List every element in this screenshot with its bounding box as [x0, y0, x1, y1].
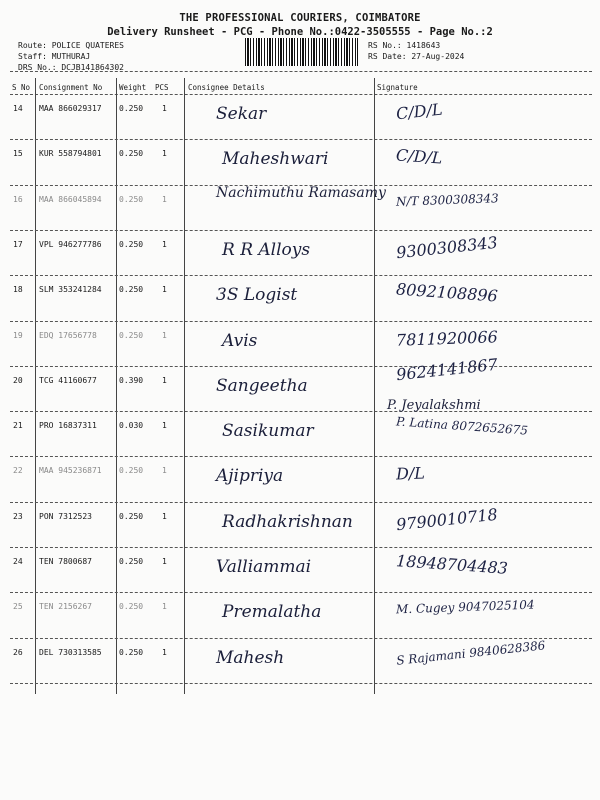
col-weight: Weight [119, 83, 147, 92]
row-consignment-no: TCG 41160677 [39, 375, 97, 385]
row-pcs: 1 [162, 602, 167, 612]
rs-number: RS No.: 1418643 [368, 41, 441, 50]
row-consignment-no: MAA 866029317 [39, 104, 102, 113]
row-pcs: 1 [162, 466, 167, 476]
row-consignee-handwritten: Sekar [216, 104, 267, 124]
row-pcs: 1 [162, 557, 167, 566]
col-sno: S No [12, 83, 31, 92]
drs-number: DRS No.: DCJB141864302 [18, 63, 124, 72]
row-divider [10, 139, 592, 140]
col-pcs: PCS [155, 83, 169, 92]
row-signature: 18948704483 [395, 551, 509, 578]
row20-receiver-name: P. Jeyalakshmi [387, 398, 481, 413]
row-consignment-no: MAA 945236871 [39, 466, 102, 476]
row-weight: 0.250 [119, 239, 144, 249]
row-sno: 16 [13, 194, 23, 204]
row-consignee-handwritten: Nachimuthu Ramasamy [216, 184, 386, 201]
row-signature: N/T 8300308343 [395, 190, 499, 209]
row-weight: 0.250 [119, 104, 144, 113]
row-signature: P. Latina 8072652675 [395, 414, 529, 438]
row-sno: 14 [13, 104, 23, 113]
row-pcs: 1 [162, 149, 167, 159]
row-sno: 18 [13, 285, 23, 295]
row-weight: 0.250 [119, 149, 144, 159]
row-signature: D/L [395, 463, 426, 484]
row-pcs: 1 [162, 239, 167, 249]
row-signature: S Rajamani 9840628386 [395, 637, 546, 668]
row-pcs: 1 [162, 330, 167, 340]
row-weight: 0.250 [119, 466, 144, 476]
row-consignee-handwritten: Valliammai [216, 557, 312, 577]
row-consignment-no: MAA 866045894 [39, 194, 102, 204]
row-consignment-no: KUR 558794801 [39, 149, 102, 159]
row-consignment-no: PRO 16837311 [39, 421, 97, 431]
row-consignee-handwritten: 3S Logist [216, 285, 298, 306]
row-consignment-no: VPL 946277786 [39, 239, 102, 249]
route-label: Route: POLICE QUATERES [18, 41, 124, 50]
row-weight: 0.250 [119, 330, 144, 340]
row-divider [10, 411, 592, 412]
row-consignment-no: PON 7312523 [39, 511, 92, 521]
row-signature: C/D/L [395, 99, 444, 124]
row-weight: 0.250 [119, 194, 144, 204]
row-sno: 19 [13, 330, 23, 340]
row-sno: 26 [13, 647, 23, 657]
row-divider [10, 275, 592, 276]
row-consignee-handwritten: Radhakrishnan [222, 511, 353, 532]
row-sno: 25 [13, 602, 23, 612]
row-divider [10, 547, 592, 548]
row-divider [10, 230, 592, 231]
row-pcs: 1 [162, 511, 167, 521]
row-signature: M. Cugey 9047025104 [395, 597, 535, 617]
row-sno: 17 [13, 239, 23, 249]
row-sno: 24 [13, 557, 23, 566]
row-signature: 7811920066 [395, 326, 499, 350]
row-signature: 8092108896 [395, 279, 499, 306]
header-divider [10, 71, 592, 72]
row-signature: 9624141867 [395, 354, 499, 385]
row-consignee-handwritten: Maheshwari [222, 149, 329, 170]
row-pcs: 1 [162, 375, 167, 385]
row-weight: 0.250 [119, 285, 144, 295]
row-consignee-handwritten: R R Alloys [222, 239, 311, 260]
row-divider [10, 321, 592, 322]
row-divider [10, 638, 592, 639]
row-consignee-handwritten: Ajipriya [216, 466, 284, 487]
row-divider [10, 366, 592, 367]
col-signature: Signature [377, 83, 418, 92]
row-consignment-no: TEN 2156267 [39, 602, 92, 612]
runsheet-subtitle: Delivery Runsheet - PCG - Phone No.:0422-3505555 - Page No.:2 [107, 26, 493, 38]
row-sno: 20 [13, 375, 23, 385]
row-consignee-handwritten: Sasikumar [222, 421, 314, 442]
row-signature: 9300308343 [395, 232, 499, 263]
col-consignee: Consignee Details [188, 83, 265, 92]
row-weight: 0.030 [119, 421, 144, 431]
row-weight: 0.250 [119, 511, 144, 521]
row-pcs: 1 [162, 647, 167, 657]
row-signature: 9790010718 [395, 504, 499, 534]
row-consignee-handwritten: Avis [222, 330, 258, 351]
row-consignee-handwritten: Mahesh [216, 647, 285, 668]
row-sno: 23 [13, 511, 23, 521]
col-consignment: Consignment No [39, 83, 103, 92]
row-divider [10, 456, 592, 457]
barcode [245, 38, 358, 66]
col-separator [374, 78, 375, 694]
row-consignment-no: SLM 353241284 [39, 285, 102, 295]
row-consignment-no: TEN 7800687 [39, 557, 92, 566]
row-weight: 0.390 [119, 375, 144, 385]
row-sno: 21 [13, 421, 23, 431]
col-separator [35, 78, 36, 694]
col-separator [116, 78, 117, 694]
row-pcs: 1 [162, 285, 167, 295]
company-title: THE PROFESSIONAL COURIERS, COIMBATORE [179, 12, 421, 24]
row-sno: 22 [13, 466, 23, 476]
row-divider [10, 683, 592, 684]
row-weight: 0.250 [119, 602, 144, 612]
col-separator [184, 78, 185, 694]
row-signature: C/D/L [395, 145, 444, 168]
row-pcs: 1 [162, 104, 167, 113]
row-consignee-handwritten: Premalatha [222, 602, 322, 623]
row-pcs: 1 [162, 421, 167, 431]
row-divider [10, 592, 592, 593]
row-weight: 0.250 [119, 647, 144, 657]
row-pcs: 1 [162, 194, 167, 204]
row-sno: 15 [13, 149, 23, 159]
row-consignment-no: DEL 730313585 [39, 647, 102, 657]
row-divider [10, 502, 592, 503]
row-weight: 0.250 [119, 557, 144, 566]
rs-date: RS Date: 27-Aug-2024 [368, 52, 465, 61]
row-consignee-handwritten: Sangeetha [216, 375, 308, 396]
row-consignment-no: EDQ 17656778 [39, 330, 97, 340]
staff-label: Staff: MUTHURAJ [18, 52, 91, 61]
column-header-divider [10, 94, 592, 95]
